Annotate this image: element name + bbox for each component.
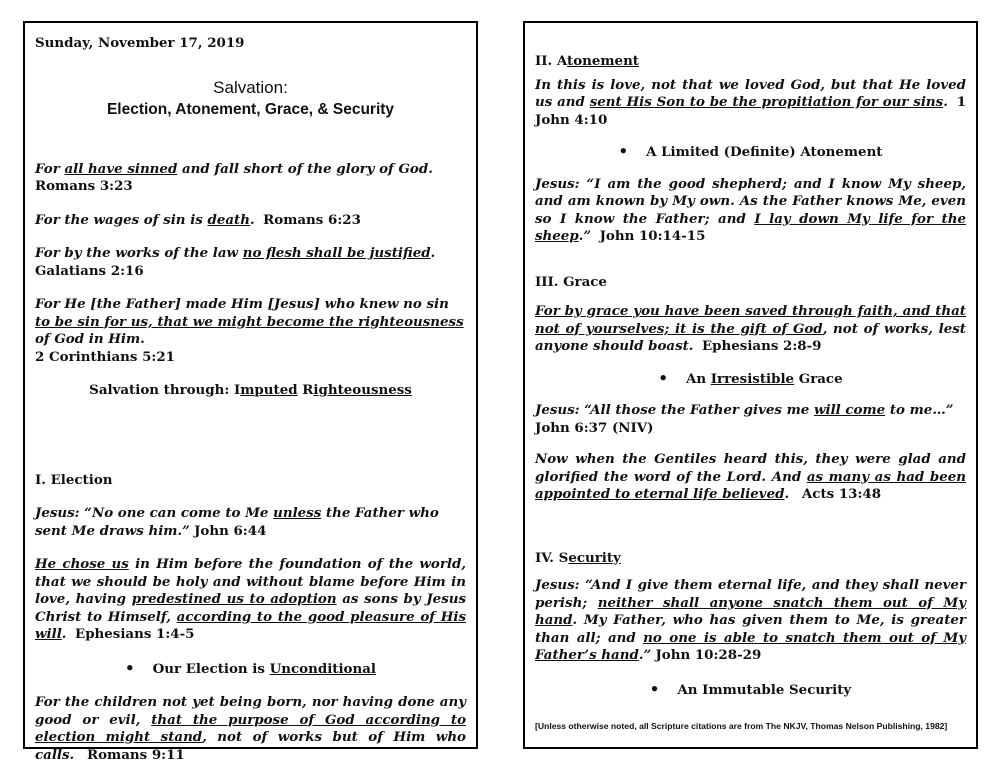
section-heading-atonement (535, 53, 966, 71)
bullet-irresistible-grace (535, 370, 966, 389)
verse-2-corinthians-5-21 (35, 296, 466, 366)
verse-text: Jesus: “No one can come to Me (35, 505, 274, 521)
verse-reference: Romans 9:11 (87, 746, 185, 763)
bullet-underline: Unconditional (269, 660, 376, 677)
verse-text: as sons by Jesus Christ to Himself, (35, 591, 467, 625)
verse-text: Now when the Gentiles heard this, they were glad and glorified the word of the Lord. And (535, 451, 966, 485)
verse-reference: John 6:37 (NIV) (535, 419, 654, 436)
verse-text: Jesus: “All those the Father gives me (535, 402, 814, 418)
verse-text: .” (638, 647, 652, 663)
verse-reference: John 10:28-29 (655, 647, 762, 663)
verse-reference: John 10:14-15 (599, 228, 706, 244)
heading-underline: tonement (567, 53, 639, 69)
verse-underline: according to the good pleasure of His will (35, 608, 467, 642)
verse-reference: John 6:44 (194, 522, 267, 539)
verse-reference: 2 Corinthians 5:21 (35, 348, 175, 365)
page-title (35, 77, 466, 121)
bullet-unconditional-election (35, 660, 466, 679)
verse-underline: neither shall anyone snatch them out of My hand (535, 594, 966, 628)
verse-text: , not of works but of Him who calls. (35, 729, 466, 763)
verse-romans-3-23 (35, 161, 466, 196)
verse-text: . (784, 486, 790, 502)
verse-text: In this is love, not that we loved God, but that He loved us and (535, 76, 966, 110)
verse-ephesians-1-4-5 (35, 556, 466, 644)
verse-underline: I lay down My life for the sheep (535, 210, 966, 244)
verse-john-6-44 (35, 505, 466, 540)
bullet-icon: • (125, 658, 135, 677)
verse-text: in Him before the foundation of the world, that we should be holy and without blame before Him in love, having (35, 556, 467, 607)
sermon-date: Sunday, November 17, 2019 (35, 35, 245, 51)
verse-text: the Father who sent Me draws him.” (35, 505, 439, 539)
verse-text: Jesus: “I am the good shepherd; and I know My sheep, and am known by My own. As the Father knows Me, even so I know the Father; and (535, 175, 966, 227)
verse-underline: to be sin for us, that we might become the righteousness (35, 313, 464, 330)
title-line-1: Salvation: (213, 77, 288, 97)
verse-text: For the children not yet being born, nor having done any good or evil, (35, 694, 466, 728)
verse-john-6-37 (535, 402, 966, 437)
bullet-icon: • (649, 679, 660, 698)
verse-underline: For by grace you have been saved through faith, and that not of yourselves; it is the gift of God (535, 303, 966, 337)
heading-text: IV. S (535, 549, 569, 566)
verse-text: For He [the Father] made Him [Jesus] who knew no sin (35, 296, 449, 312)
bullet-text: A Limited (Definite) Atonement (646, 144, 883, 160)
bullet-underline: Irresistible (710, 370, 795, 387)
summary-text: R (297, 382, 314, 398)
verse-john-10-28-29 (535, 577, 966, 665)
verse-text: . (249, 211, 255, 228)
verse-1-john-4-10 (535, 77, 966, 130)
verse-reference: Galatians 2:16 (35, 262, 144, 279)
verse-romans-6-23 (35, 212, 466, 230)
summary-underline: ighteousness (313, 382, 412, 398)
section-heading-election: I. Election (35, 471, 113, 488)
verse-text: Jesus: “And I give them eternal life, and they shall never perish; (535, 577, 966, 611)
verse-reference: Ephesians 2:8-9 (701, 338, 822, 354)
verse-underline: predestined us to adoption (131, 591, 337, 607)
verse-text: of God in Him. (35, 331, 145, 347)
bullet-limited-atonement (535, 143, 966, 162)
verse-text: For (35, 160, 65, 177)
verse-galatians-2-16 (35, 245, 466, 280)
heading-text: II. A (535, 53, 568, 69)
verse-underline: no flesh shall be justified (242, 245, 431, 261)
verse-underline: that the purpose of God according to election might stand (35, 711, 466, 745)
bullet-text: Grace (794, 370, 843, 387)
verse-text: For by the works of the law (35, 245, 243, 261)
bullet-text: Our Election is (152, 660, 270, 677)
verse-reference: Romans 6:23 (263, 211, 361, 228)
bullet-immutable-security (535, 681, 966, 700)
summary-underline: mputed (240, 382, 298, 398)
verse-text: . (430, 245, 436, 261)
verse-romans-9-11 (35, 694, 466, 764)
verse-text: to me…” (885, 402, 954, 418)
bullet-icon: • (618, 142, 629, 160)
verse-underline: unless (273, 505, 322, 521)
verse-underline: will come (813, 402, 886, 418)
verse-underline: sent His Son to be the propitiation for our sins (589, 94, 944, 110)
verse-underline: no one is able to snatch them out of My Father’s hand (535, 629, 966, 663)
scripture-citation-note: [Unless otherwise noted, all Scripture citations are from The NKJV, Thomas Nelson Publishing, 1982] (535, 720, 948, 731)
section-heading-grace: III. Grace (535, 273, 607, 290)
verse-text: For the wages of sin is (35, 211, 208, 228)
heading-underline: ecurity (568, 549, 621, 566)
verse-text: , not of works, lest anyone should boast. (535, 320, 966, 354)
verse-reference: Ephesians 1:4-5 (74, 626, 195, 642)
verse-john-10-14-15 (535, 176, 966, 246)
verse-underline: all have sinned (64, 160, 178, 177)
right-page (523, 21, 978, 749)
verse-underline: death (207, 211, 250, 228)
bullet-icon: • (658, 368, 668, 387)
verse-text: . (943, 94, 948, 110)
verse-ephesians-2-8-9 (535, 303, 966, 356)
verse-acts-13-48 (535, 451, 966, 504)
verse-reference: Acts 13:48 (801, 486, 882, 502)
title-line-2: Election, Atonement, Grace, & Security (106, 100, 395, 118)
verse-text: . My Father, who has given them to Me, is greater than all; and (535, 612, 966, 646)
verse-underline: He chose us (35, 556, 129, 572)
bullet-text: An Immutable Security (677, 681, 852, 698)
verse-reference: Romans 3:23 (35, 178, 133, 194)
verse-underline: as many as had been appointed to eternal life believed (535, 468, 966, 502)
verse-text: . (61, 626, 67, 642)
verse-text: and fall short of the glory of God. (177, 160, 433, 177)
verse-text: .” (578, 228, 592, 244)
summary-text: Salvation through: I (89, 382, 241, 398)
bullet-text: An (685, 370, 711, 387)
salvation-summary (35, 382, 466, 400)
verse-reference: 1 John 4:10 (535, 94, 967, 128)
section-heading-security (535, 550, 966, 568)
left-page (23, 21, 478, 763)
